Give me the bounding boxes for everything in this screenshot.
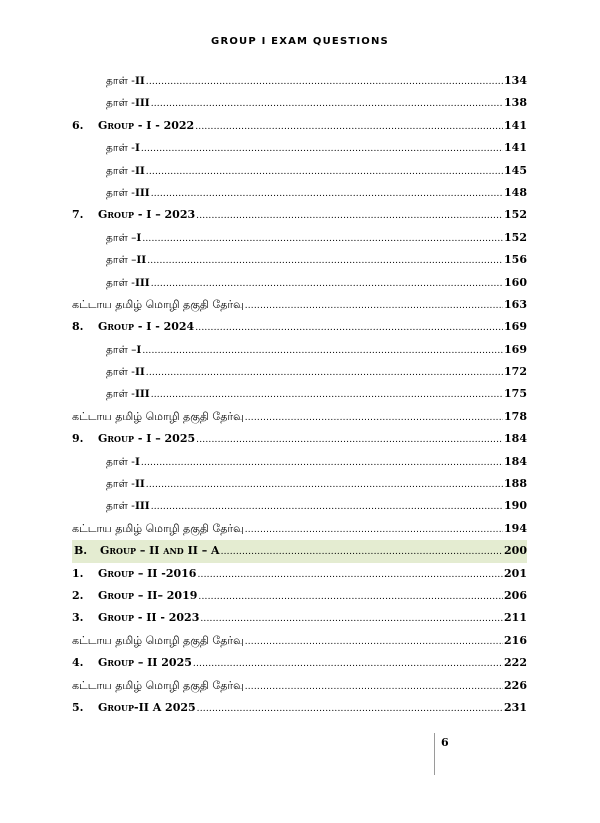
toc-entry-title: Group - I - 2024 — [98, 320, 195, 334]
dot-leader — [245, 519, 503, 541]
dot-leader — [146, 161, 503, 183]
toc-entry-page: 148 — [504, 185, 527, 199]
toc-entry-page: 172 — [504, 365, 527, 379]
toc-entry-page: 138 — [504, 96, 527, 110]
dot-leader — [141, 138, 503, 160]
toc-entry-paper-label: தாள் - — [106, 455, 135, 468]
toc-entry-page: 201 — [504, 566, 527, 580]
dot-leader — [141, 452, 503, 474]
toc-entry-paper-label: தாள் - — [106, 75, 135, 87]
toc-entry[interactable] — [72, 495, 527, 517]
toc-entry[interactable] — [72, 137, 527, 159]
toc-entry-title — [106, 272, 150, 294]
toc-entry-title — [106, 451, 140, 473]
toc-entry-paper-roman: II — [134, 478, 145, 491]
toc-entry-page: 163 — [504, 297, 527, 311]
dot-leader — [197, 564, 503, 586]
toc-entry-title — [106, 495, 150, 517]
toc-entry[interactable] — [72, 585, 527, 607]
toc-entry-paper-roman: I — [136, 343, 142, 356]
toc-entry[interactable] — [72, 383, 527, 405]
toc-entry-page: 211 — [504, 611, 527, 625]
toc-entry-paper-roman: II — [134, 366, 145, 379]
toc-entry-paper-roman: III — [134, 388, 150, 401]
toc-entry-paper-label: தாள் – — [106, 254, 137, 267]
dot-leader — [193, 653, 503, 675]
toc-entry-title: Group – II and II – A — [100, 544, 220, 558]
toc-entry-number: B. — [74, 544, 88, 558]
toc-entry-title: Group - I – 2025 — [98, 432, 196, 446]
toc-entry-page: 216 — [504, 633, 527, 647]
toc-entry-title — [106, 137, 140, 159]
toc-entry-number: 9. — [72, 432, 84, 446]
toc-entry-number: 2. — [72, 588, 84, 602]
toc-entry-page: 200 — [504, 544, 527, 558]
dot-leader — [200, 608, 503, 630]
dot-leader — [146, 71, 503, 93]
dot-leader — [195, 116, 503, 138]
toc-entry[interactable] — [72, 115, 527, 137]
toc-entry[interactable] — [72, 316, 527, 338]
toc-entry-page: 169 — [504, 320, 527, 334]
toc-entry-paper-roman: III — [134, 500, 150, 513]
toc-entry-page: 184 — [504, 454, 527, 468]
toc-entry-title — [106, 249, 146, 271]
dot-leader — [147, 250, 503, 272]
toc-entry-page: 141 — [504, 141, 527, 155]
toc-entry-number: 7. — [72, 208, 84, 222]
dot-leader — [198, 586, 503, 608]
dot-leader — [245, 631, 503, 653]
toc-entry-title: Group-II A 2025 — [98, 700, 196, 714]
toc-entry-paper-roman: III — [134, 97, 150, 110]
dot-leader — [245, 407, 503, 429]
dot-leader — [245, 676, 503, 698]
toc-entry-number: 5. — [72, 700, 84, 714]
toc-entry-page: 178 — [504, 409, 527, 423]
toc-entry-paper-label: தாள் - — [106, 142, 135, 155]
toc-entry-paper-roman: II — [134, 75, 145, 87]
toc-entry-number: 1. — [72, 566, 84, 580]
dot-leader — [221, 541, 503, 563]
toc-entry-paper-label: தாள் - — [106, 366, 135, 379]
toc-entry-paper-label: தாள் - — [106, 164, 135, 177]
dot-leader — [151, 384, 503, 406]
dot-leader — [142, 228, 503, 250]
toc-entry-title — [106, 160, 145, 182]
dot-leader — [196, 205, 503, 227]
toc-entry-title — [106, 182, 150, 204]
toc-entry-title: Group – II 2025 — [98, 656, 192, 670]
toc-entry-paper-label: தாள் - — [106, 186, 135, 199]
toc-entry-title — [106, 339, 141, 361]
toc-entry[interactable] — [72, 451, 527, 473]
toc-entry-page: 152 — [504, 208, 527, 222]
toc-entry-page: 175 — [504, 387, 527, 401]
footer-divider — [434, 733, 435, 775]
running-header: GROUP I EXAM QUESTIONS — [211, 36, 389, 47]
toc-entry-title — [106, 361, 145, 383]
dot-leader — [151, 496, 503, 518]
dot-leader — [197, 698, 503, 720]
toc-entry-title: கட்டாய தமிழ் மொழி தகுதி தேர்வு — [72, 297, 244, 311]
toc-entry[interactable] — [72, 406, 527, 428]
toc-entry-page: 134 — [504, 74, 527, 87]
dot-leader — [146, 474, 503, 496]
toc-entry-title: Group – II– 2019 — [98, 588, 198, 602]
toc-entry-title: Group - I – 2023 — [98, 208, 196, 222]
toc-entry[interactable] — [72, 204, 527, 226]
toc-entry-page: 184 — [504, 432, 527, 446]
toc-entry-page: 145 — [504, 163, 527, 177]
toc-entry-paper-label: தாள் – — [106, 343, 137, 356]
toc-entry-paper-label: தாள் - — [106, 97, 135, 110]
toc-entry-page: 190 — [504, 499, 527, 513]
toc-entry[interactable] — [72, 697, 527, 719]
toc-entry-page: 141 — [504, 118, 527, 132]
toc-entry[interactable] — [72, 182, 527, 204]
toc-entry-title — [106, 383, 150, 405]
dot-leader — [151, 93, 503, 115]
dot-leader — [151, 273, 503, 295]
toc-entry-title — [106, 227, 141, 249]
toc-entry-page: 194 — [504, 521, 527, 535]
toc-entry-paper-roman: I — [134, 142, 140, 155]
toc-entry-title — [106, 70, 145, 92]
toc-entry[interactable] — [72, 272, 527, 294]
dot-leader — [196, 429, 503, 451]
toc-entry[interactable] — [72, 540, 527, 562]
toc-entry-paper-roman: III — [134, 276, 150, 289]
toc-entry[interactable] — [72, 294, 527, 316]
toc-entry-paper-roman: III — [134, 186, 150, 199]
table-of-contents — [72, 70, 527, 719]
toc-entry[interactable] — [72, 361, 527, 383]
toc-entry-page: 188 — [504, 477, 527, 491]
toc-entry[interactable] — [72, 339, 527, 361]
toc-entry-page: 169 — [504, 342, 527, 356]
toc-entry[interactable] — [72, 70, 527, 92]
toc-entry-paper-label: தாள் - — [106, 388, 135, 401]
toc-entry-page: 231 — [504, 700, 527, 714]
toc-entry[interactable] — [72, 630, 527, 652]
toc-entry-paper-roman: I — [136, 231, 142, 244]
toc-entry-number: 4. — [72, 656, 84, 670]
toc-entry[interactable] — [72, 92, 527, 114]
dot-leader — [146, 362, 503, 384]
page-number: 6 — [441, 736, 449, 749]
toc-entry[interactable] — [72, 249, 527, 271]
toc-entry-paper-label: தாள் - — [106, 276, 135, 289]
toc-entry[interactable] — [72, 227, 527, 249]
toc-entry-paper-roman: II — [134, 164, 145, 177]
toc-entry-page: 226 — [504, 678, 527, 692]
toc-entry-title: கட்டாய தமிழ் மொழி தகுதி தேர்வு — [72, 409, 244, 423]
toc-entry-number: 3. — [72, 611, 84, 625]
toc-entry-title: Group - I - 2022 — [98, 118, 195, 132]
dot-leader — [195, 317, 503, 339]
dot-leader — [245, 295, 503, 317]
toc-entry-paper-label: தாள் - — [106, 478, 135, 491]
toc-entry-title — [106, 92, 150, 114]
toc-entry-paper-roman: II — [136, 254, 147, 267]
toc-entry-paper-label: தாள் – — [106, 231, 137, 244]
toc-entry-number: 8. — [72, 320, 84, 334]
toc-entry-page: 222 — [504, 656, 527, 670]
toc-entry[interactable] — [72, 607, 527, 629]
toc-entry-title — [106, 473, 145, 495]
toc-entry[interactable] — [72, 518, 527, 540]
toc-entry-title: Group - II - 2023 — [98, 611, 200, 625]
dot-leader — [142, 340, 503, 362]
toc-entry-paper-roman: I — [134, 455, 140, 468]
toc-entry[interactable] — [72, 428, 527, 450]
toc-entry[interactable] — [72, 160, 527, 182]
toc-entry-title: கட்டாய தமிழ் மொழி தகுதி தேர்வு — [72, 633, 244, 647]
toc-entry[interactable] — [72, 675, 527, 697]
toc-entry[interactable] — [72, 563, 527, 585]
toc-entry-page: 206 — [504, 588, 527, 602]
toc-entry-title: Group – II -2016 — [98, 566, 197, 580]
toc-entry-number: 6. — [72, 118, 84, 132]
toc-entry-title: கட்டாய தமிழ் மொழி தகுதி தேர்வு — [72, 521, 244, 535]
toc-entry[interactable] — [72, 652, 527, 674]
dot-leader — [151, 183, 503, 205]
toc-entry-title: கட்டாய தமிழ் மொழி தகுதி தேர்வு — [72, 678, 244, 692]
toc-entry-page: 160 — [504, 275, 527, 289]
toc-entry-page: 152 — [504, 230, 527, 244]
toc-entry-paper-label: தாள் - — [106, 500, 135, 513]
toc-entry[interactable] — [72, 473, 527, 495]
toc-entry-page: 156 — [504, 253, 527, 267]
